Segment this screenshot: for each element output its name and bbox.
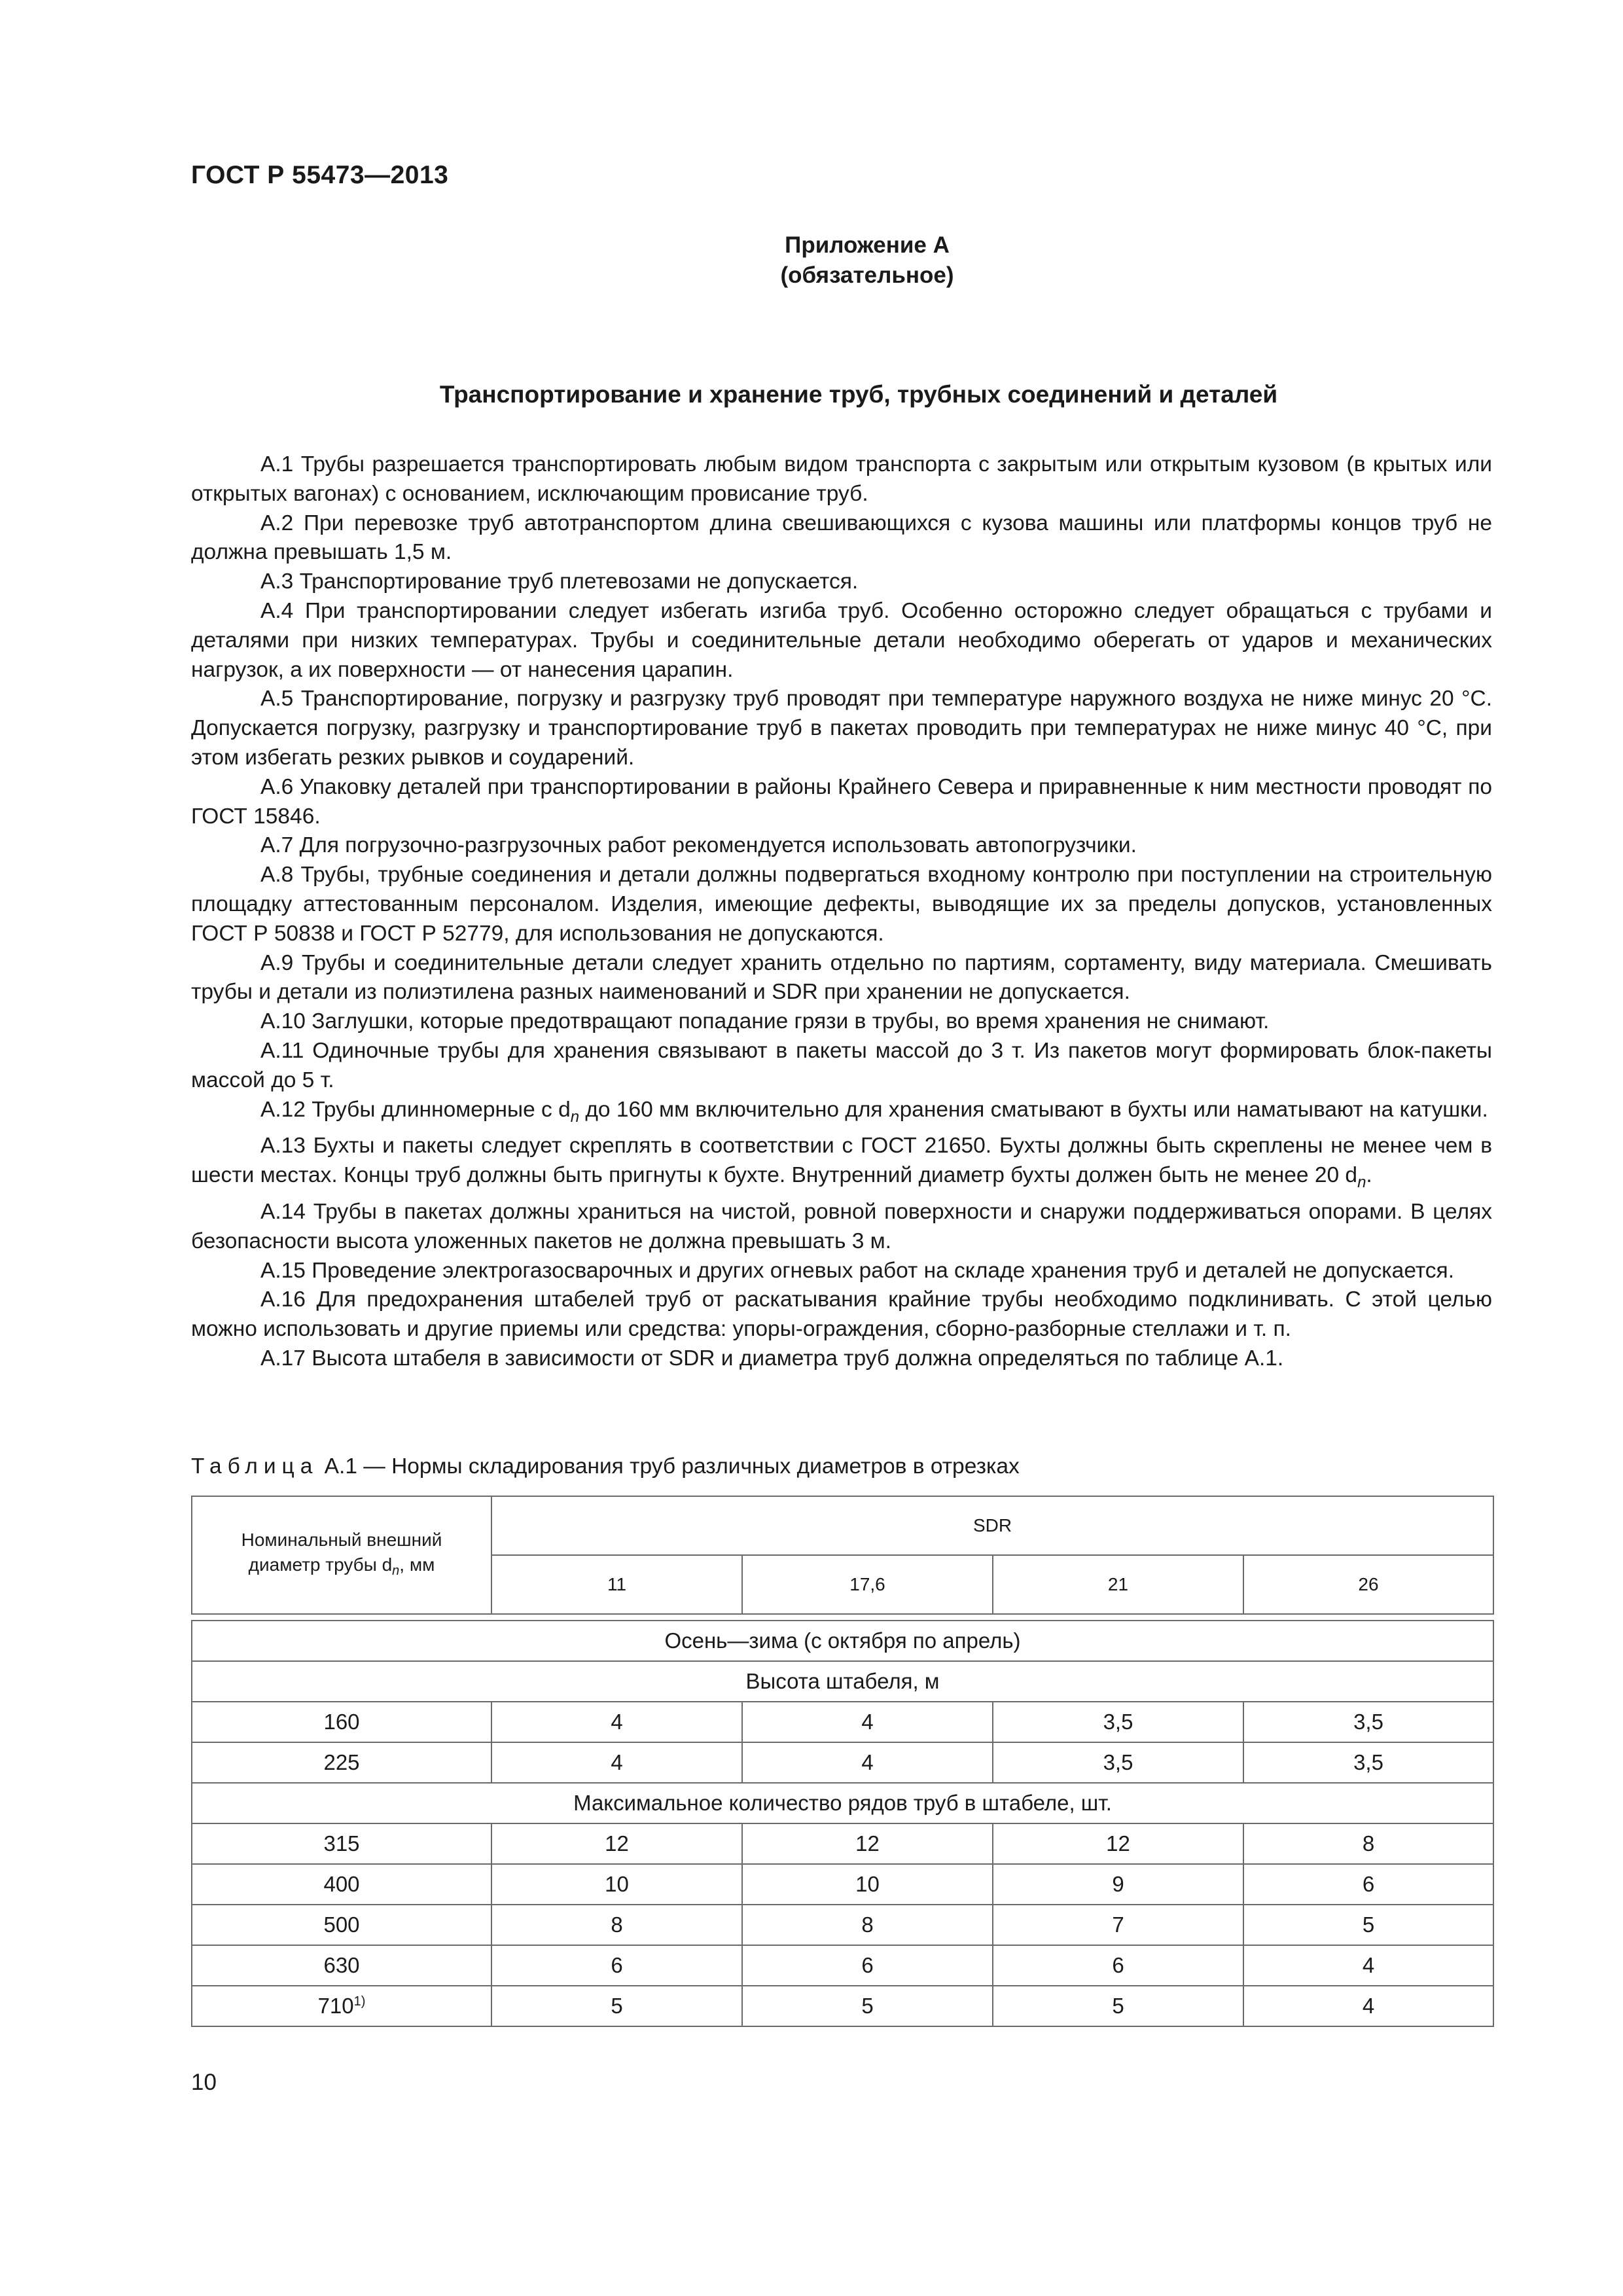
- value-cell: 6: [1243, 1864, 1493, 1905]
- value-cell: 9: [993, 1864, 1243, 1905]
- section-title: Транспортирование и хранение труб, трубных соединений и деталей: [439, 381, 1278, 408]
- season-label: Осень—зима (с октября по апрель): [192, 1621, 1493, 1661]
- table-caption: [191, 1454, 1020, 1479]
- diameter-column-header: [192, 1496, 491, 1614]
- section-rows-label: Максимальное количество рядов труб в штабеле, шт.: [192, 1783, 1493, 1823]
- value-cell: 5: [742, 1986, 993, 2026]
- sdr-header: SDR: [491, 1496, 1493, 1555]
- paragraph-a10: А.10 Заглушки, которые предотвращают попадание грязи в трубы, во время хранения не снимают.: [260, 1009, 1270, 1034]
- sdr-value: 21: [993, 1555, 1243, 1614]
- appendix-type: (обязательное): [780, 262, 954, 288]
- table-row: [192, 1702, 1493, 1742]
- value-cell: 4: [742, 1702, 993, 1742]
- value-cell: 12: [491, 1823, 742, 1864]
- sdr-value: 11: [491, 1555, 742, 1614]
- storage-norms-table: [191, 1496, 1494, 2027]
- diameter-header-line1: Номинальный внешний: [241, 1529, 442, 1550]
- paragraph-a7: А.7 Для погрузочно-разгрузочных работ рекомендуется использовать автопогрузчики.: [260, 833, 1137, 858]
- value-cell: 8: [491, 1905, 742, 1945]
- diameter-header-text: диаметр трубы d: [248, 1554, 393, 1575]
- paragraph-a13: [191, 1132, 1492, 1198]
- value-cell: 6: [993, 1945, 1243, 1986]
- subscript-n: n: [392, 1563, 400, 1578]
- value-cell: 4: [491, 1702, 742, 1742]
- value-cell: 4: [1243, 1986, 1493, 2026]
- paragraph-a12-after: до 160 мм включительно для хранения сматывают в бухты или наматывают на катушки.: [579, 1097, 1488, 1122]
- table-row: [192, 1742, 1493, 1783]
- separator-cell: [192, 1614, 1493, 1621]
- value-cell: 7: [993, 1905, 1243, 1945]
- page-number: 10: [191, 2070, 217, 2095]
- footnote-marker: 1): [353, 1994, 366, 2009]
- paragraph-a4: А.4 При транспортировании следует избегать изгиба труб. Особенно осторожно следует обращаться с трубами и деталями при низких температурах. Трубы и соединительные детали необходимо оберегать от ударов и механических нагрузок, а их поверхности — от нанесения царапин.: [191, 598, 1492, 682]
- value-cell: 12: [993, 1823, 1243, 1864]
- section-row: [192, 1783, 1493, 1823]
- paragraph-a17: А.17 Высота штабеля в зависимости от SDR и диаметра труб должна определяться по таблице А.1.: [260, 1346, 1284, 1371]
- diameter-cell: 160: [192, 1702, 491, 1742]
- value-cell: 6: [742, 1945, 993, 1986]
- value-cell: 3,5: [1243, 1702, 1493, 1742]
- diameter-cell: 315: [192, 1823, 491, 1864]
- diameter-cell: [192, 1986, 491, 2026]
- paragraph-a12-before: А.12 Трубы длинномерные с d: [260, 1097, 571, 1122]
- paragraph-a3: А.3 Транспортирование труб плетевозами не допускается.: [260, 569, 859, 594]
- value-cell: 6: [491, 1945, 742, 1986]
- diameter-header-line2: [192, 1552, 491, 1583]
- paragraph-a8: А.8 Трубы, трубные соединения и детали должны подвергаться входному контролю при поступлении на строительную площадку аттестованным персоналом. Изделия, имеющие дефекты, выводящие их за пределы допусков, установленных ГОСТ Р 50838 и ГОСТ Р 52779, для использования не допускаются.: [191, 863, 1492, 946]
- paragraph-a2: А.2 При перевозке труб автотранспортом длина свешивающихся с кузова машины или платформы концов труб не должна превышать 1,5 м.: [191, 511, 1492, 565]
- paragraph-a14: А.14 Трубы в пакетах должны храниться на чистой, ровной поверхности и снаружи поддерживаться опорами. В целях безопасности высота уложенных пакетов не должна превышать 3 м.: [191, 1199, 1492, 1253]
- table-row: [192, 1864, 1493, 1905]
- paragraph-a13-before: А.13 Бухты и пакеты следует скреплять в соответствии с ГОСТ 21650. Бухты должны быть скреплены не менее чем в шести местах. Концы труб должны быть пригнуты к бухте. Внутренний диаметр бухты должен быть не менее 20 d: [191, 1134, 1492, 1188]
- value-cell: 12: [742, 1823, 993, 1864]
- diameter-cell: 630: [192, 1945, 491, 1986]
- table-separator: [192, 1614, 1493, 1621]
- diameter-header-unit: , мм: [399, 1554, 435, 1575]
- table-caption-text: А.1 — Нормы складирования труб различных диаметров в отрезках: [318, 1454, 1020, 1479]
- table-caption-label: Таблица: [191, 1454, 319, 1479]
- paragraph-a16: А.16 Для предохранения штабелей труб от раскатывания крайние трубы необходимо подклинивать. С этой целью можно использовать и другие приемы или средства: упоры-ограждения, сборно-разборные стеллажи и т. п.: [191, 1287, 1492, 1342]
- subscript-n: n: [1357, 1174, 1366, 1192]
- appendix-heading: [0, 230, 1623, 291]
- value-cell: 4: [491, 1742, 742, 1783]
- value-cell: 3,5: [993, 1702, 1243, 1742]
- value-cell: 3,5: [1243, 1742, 1493, 1783]
- paragraph-a13-after: .: [1366, 1163, 1372, 1188]
- value-cell: 4: [742, 1742, 993, 1783]
- diameter-value: 710: [317, 1994, 354, 2018]
- value-cell: 10: [491, 1864, 742, 1905]
- subscript-n: n: [570, 1107, 580, 1126]
- paragraph-a5: А.5 Транспортирование, погрузку и разгрузку труб проводят при температуре наружного воздуха не ниже минус 20 °С. Допускается погрузку, разгрузку и транспортирование труб в пакетах проводить при температурах не ниже минус 40 °С, при этом избегать резких рывков и соударений.: [191, 687, 1492, 770]
- paragraph-a12: [191, 1096, 1492, 1132]
- appendix-label: Приложение А: [785, 232, 950, 258]
- table-row: [192, 1945, 1493, 1986]
- paragraph-a6: А.6 Упаковку деталей при транспортировании в районы Крайнего Севера и приравненные к ним местности проводят по ГОСТ 15846.: [191, 774, 1492, 829]
- section-row: [192, 1661, 1493, 1702]
- value-cell: 8: [742, 1905, 993, 1945]
- paragraph-a15: А.15 Проведение электрогазосварочных и других огневых работ на складе хранения труб и деталей не допускается.: [260, 1258, 1454, 1283]
- paragraph-a11: А.11 Одиночные трубы для хранения связывают в пакеты массой до 3 т. Из пакетов могут формировать блок-пакеты массой до 5 т.: [191, 1038, 1492, 1092]
- value-cell: 4: [1243, 1945, 1493, 1986]
- value-cell: 5: [1243, 1905, 1493, 1945]
- value-cell: 10: [742, 1864, 993, 1905]
- paragraph-a1: А.1 Трубы разрешается транспортировать любым видом транспорта с закрытым или открытым кузовом (в крытых или открытых вагонах) с основанием, исключающим провисание труб.: [191, 452, 1492, 506]
- table-header-row: [192, 1496, 1493, 1555]
- value-cell: 8: [1243, 1823, 1493, 1864]
- diameter-cell: 225: [192, 1742, 491, 1783]
- body-text: [191, 450, 1492, 1374]
- table-row: [192, 1823, 1493, 1864]
- paragraph-a9: А.9 Трубы и соединительные детали следует хранить отдельно по партиям, сортаменту, виду материала. Смешивать трубы и детали из полиэтилена разных наименований и SDR при хранении не допускается.: [191, 950, 1492, 1005]
- diameter-cell: 400: [192, 1864, 491, 1905]
- sdr-value: 17,6: [742, 1555, 993, 1614]
- diameter-cell: 500: [192, 1905, 491, 1945]
- table-row: [192, 1905, 1493, 1945]
- sdr-value: 26: [1243, 1555, 1493, 1614]
- section-height-label: Высота штабеля, м: [192, 1661, 1493, 1702]
- value-cell: 5: [993, 1986, 1243, 2026]
- value-cell: 5: [491, 1986, 742, 2026]
- value-cell: 3,5: [993, 1742, 1243, 1783]
- season-row: [192, 1621, 1493, 1661]
- table-row: [192, 1986, 1493, 2026]
- document-code: ГОСТ Р 55473—2013: [191, 161, 449, 189]
